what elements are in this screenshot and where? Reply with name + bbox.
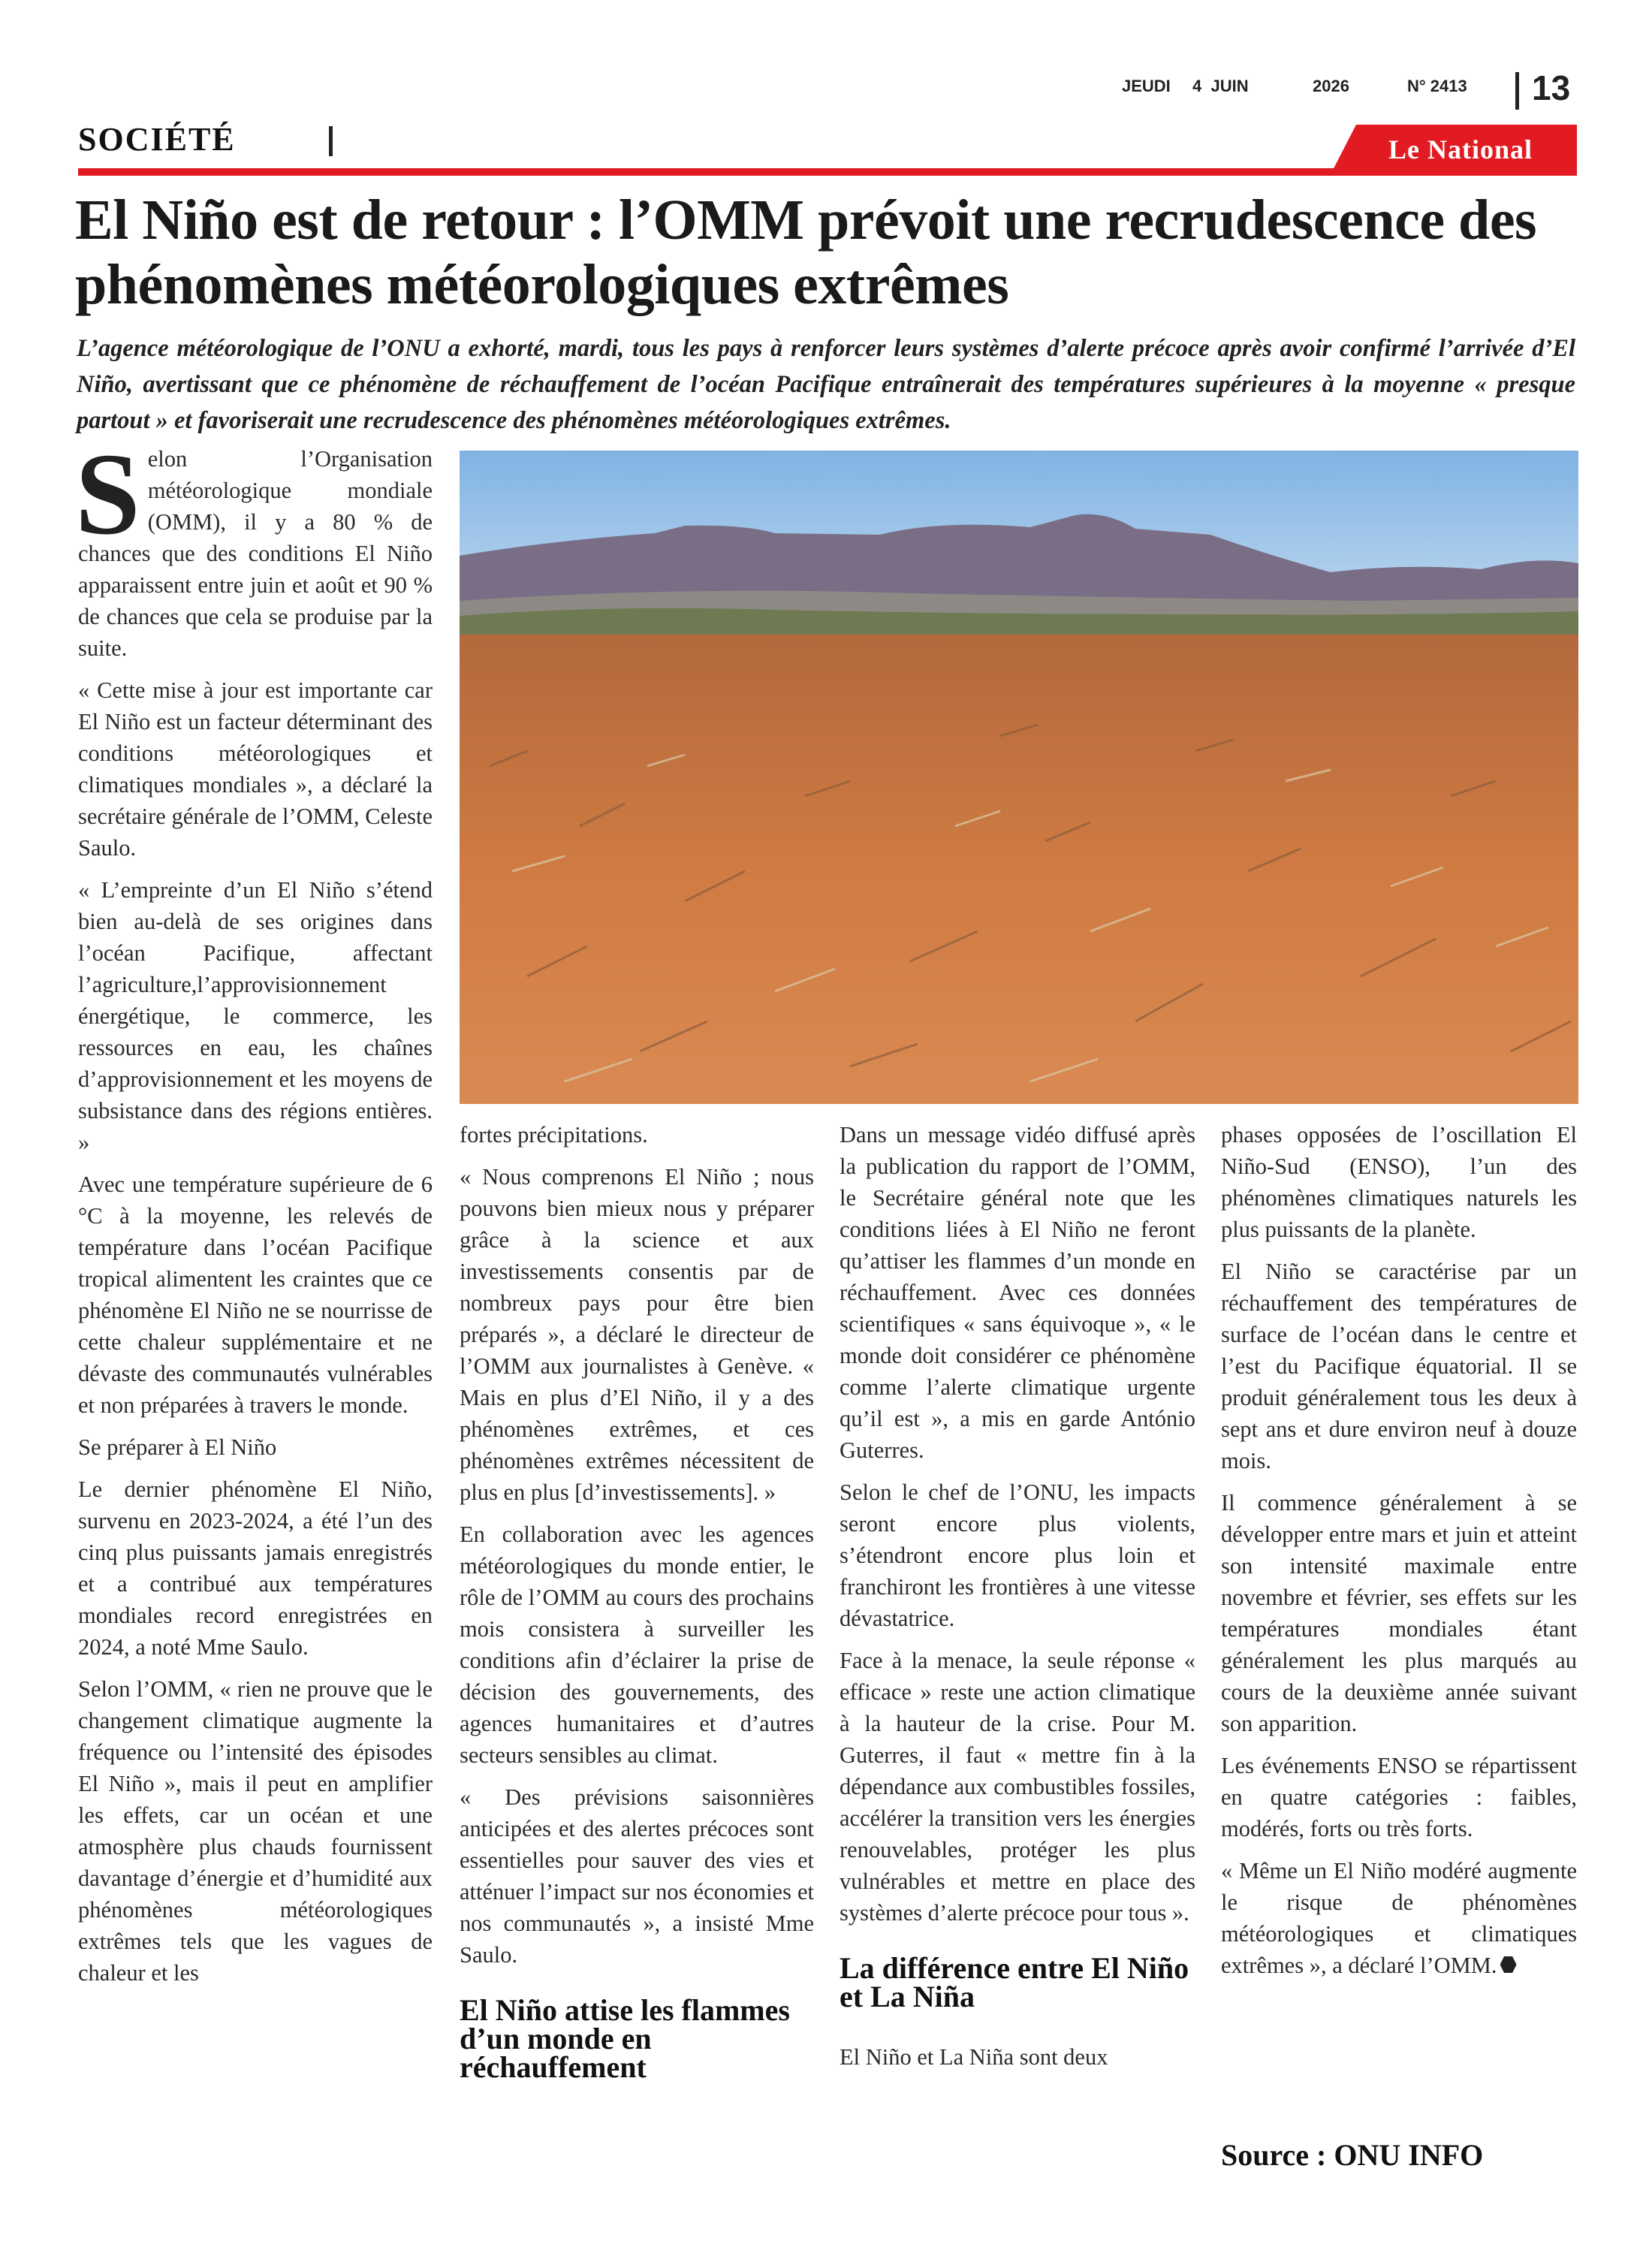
article-paragraph: Il commence généralement à se développer entre mars et juin et atteint son intensité maximale entre novembre et février, ses effets sur les températures mondiales étant généralement les plus marqués au cours de la deuxième année suivant son apparition. (1221, 1490, 1577, 1736)
newspaper-brand: Le National (1388, 134, 1533, 164)
article-inline-heading: Se préparer à El Niño (78, 1434, 277, 1460)
article-paragraph: El Niño se caractérise par un réchauffement des températures de surface de l’océan dans le centre et l’est du Pacifique équatorial. Il se produit généralement tous les deux à sept ans et dure environ neuf à douze mois. (1221, 1259, 1577, 1473)
subheading-el-nino-la-nina: La différence entre El Niño et La Niña (840, 1951, 1189, 2013)
article-paragraph: « Même un El Niño modéré augmente le risque de phénomènes météorologiques et climatiques extrêmes », a déclaré l’OMM. (1221, 1858, 1577, 1978)
section-divider (329, 126, 333, 156)
drop-cap: S (75, 429, 140, 559)
article-column-4 (1221, 1119, 1577, 1992)
drought-field-photo (460, 451, 1578, 1104)
end-mark-icon (1500, 1956, 1517, 1973)
article-paragraph: « Des prévisions saisonnières anticipées et des alertes précoces sont essentielles pour sauver des vies et atténuer l’impact sur nos économies et nos communautés », a insisté Mme Saulo. (460, 1784, 814, 1968)
article-paragraph: phases opposées de l’oscillation El Niño-Sud (ENSO), l’un des phénomènes climatiques naturels les plus puissants de la planète. (1221, 1122, 1577, 1242)
article-paragraph: « Cette mise à jour est importante car El Niño est un facteur déterminant des conditions météorologiques et climatiques mondiales », a déclaré la secrétaire générale de l’OMM, Celeste Saulo. (78, 677, 433, 861)
article-column-1 (75, 429, 433, 1999)
article-paragraph: Les événements ENSO se répartissent en quatre catégories : faibles, modérés, forts ou très forts. (1221, 1753, 1577, 1841)
article-paragraph: En collaboration avec les agences météorologiques du monde entier, le rôle de l’OMM au cours des prochains mois consistera à surveiller les conditions afin d’éclairer la prise de décision des gouvernements, des agences humanitaires et d’autres secteurs sensibles au climat. (460, 1522, 814, 1768)
header-date: 4 JUIN (1192, 77, 1249, 95)
header-day: JEUDI (1122, 77, 1171, 95)
article-paragraph: Selon l’OMM, « rien ne prouve que le changement climatique augmente la fréquence ou l’intensité des épisodes El Niño », mais il peut en amplifier les effets, car un océan et une atmosphère plus chauds fournissent davantage d’énergie et d’humidité aux phénomènes météorologiques extrêmes tels que les vagues de chaleur et les (78, 1676, 433, 1986)
article-title: El Niño est de retour : l’OMM prévoit une recrudescence des phénomènes météorologiques extrêmes (75, 189, 1537, 316)
article-paragraph: Selon l’Organisation météorologique mondiale (OMM), il y a 80 % de chances que des conditions El Niño apparaissent entre juin et août et 90 % de chances que cela se produise par la suite. (75, 429, 433, 661)
page-number: 13 (1532, 68, 1571, 107)
article-paragraph: Le dernier phénomène El Niño, survenu en 2023-2024, a été l’un des cinq plus puissants jamais enregistrés et a contribué aux températures mondiales record enregistrées en 2024, a noté Mme Saulo. (78, 1476, 433, 1660)
article-paragraph: « Nous comprenons El Niño ; nous pouvons bien mieux nous y préparer grâce à la science et aux investissements consentis par de nombreux pays pour être bien préparés », a déclaré le directeur de l’OMM aux journalistes à Genève. « Mais en plus d’El Niño, il y a des phénomènes extrêmes, et ces phénomènes extrêmes nécessitent de plus en plus [d’investissements]. » (460, 1164, 814, 1505)
article-paragraph: Selon le chef de l’ONU, les impacts seront encore plus violents, s’étendront encore plus loin et franchiront les frontières à une vitesse dévastatrice. (840, 1479, 1195, 1631)
subheading-el-nino-flames: El Niño attise les flammes d’un monde en réchauffement (460, 1993, 790, 2084)
article-paragraph: Face à la menace, la seule réponse « efficace » reste une action climatique à la hauteur de la crise. Pour M. Guterres, il faut « mettre fin à la dépendance aux combustibles fossiles, accélérer la transition vers les énergies renouvelables, protéger les plus vulnérables et mettre en place des systèmes d’alerte précoce pour tous ». (840, 1648, 1195, 1926)
header-issue-number: N° 2413 (1407, 77, 1467, 95)
article-paragraph: « L’empreinte d’un El Niño s’étend bien au-delà de ses origines dans l’océan Pacifique, affectant l’agriculture,l’approvisionnement énergétique, le commerce, les ressources en eau, les chaînes d’approvisionnement et les moyens de subsistance dans des régions entières. » (78, 877, 433, 1155)
article-column-3 (840, 1119, 1195, 2083)
section-label: SOCIÉTÉ (78, 121, 236, 158)
article-lede: L’agence météorologique de l’ONU a exhorté, mardi, tous les pays à renforcer leurs systèmes d’alerte précoce après avoir confirmé l’arrivée d’El Niño, avertissant que ce phénomène de réchauffement de l’océan Pacifique entraînerait des températures supérieures à la moyenne « presque partout » et favoriserait une recrudescence des phénomènes météorologiques extrêmes. (77, 335, 1575, 434)
article-source: Source : ONU INFO (1221, 2138, 1484, 2172)
article-column-2 (460, 1119, 814, 2112)
article-paragraph: Avec une température supérieure de 6 °C à la moyenne, les relevés de température dans l’océan Pacifique tropical alimentent les craintes que ce phénomène El Niño ne se nourrisse de cette chaleur supplémentaire et ne dévaste des communautés vulnérables et non préparées à travers le monde. (78, 1172, 433, 1418)
header-divider (1515, 72, 1519, 110)
article-paragraph: Dans un message vidéo diffusé après la publication du rapport de l’OMM, le Secrétaire général note que les conditions liées à El Niño ne feront qu’attiser les flammes d’un monde en réchauffement. Avec ces données scientifiques « sans équivoque », « le monde doit considérer ce phénomène comme l’alerte climatique urgente qu’il est », a mis en garde António Guterres. (840, 1122, 1195, 1463)
article-paragraph: El Niño et La Niña sont deux (840, 2044, 1108, 2070)
article-paragraph: fortes précipitations. (460, 1122, 648, 1148)
header-year: 2026 (1313, 77, 1349, 95)
